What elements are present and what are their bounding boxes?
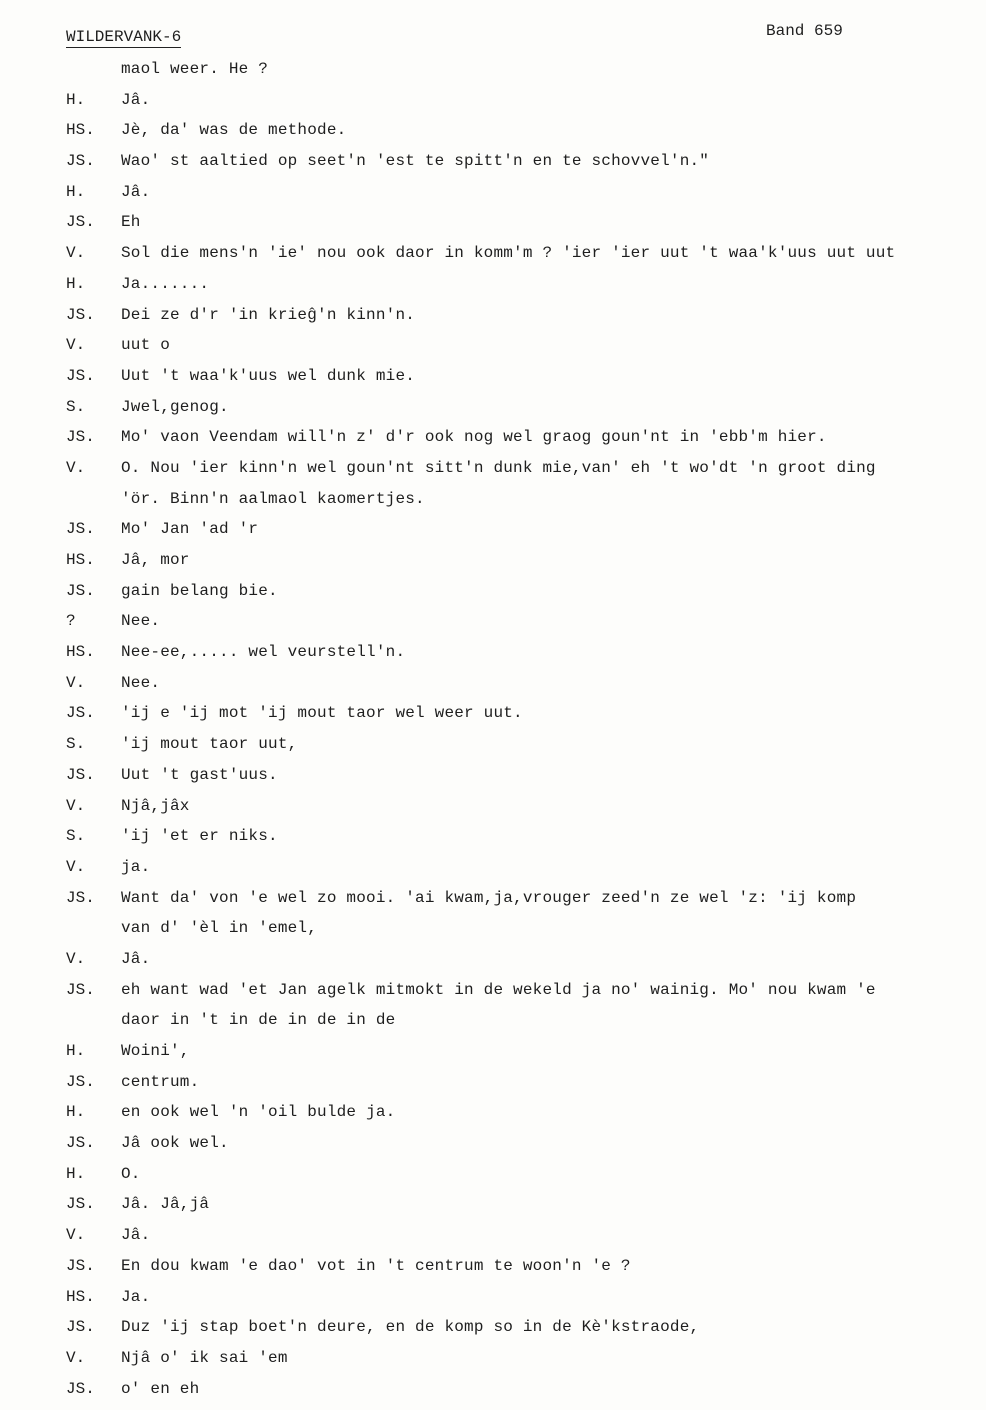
utterance-text: centrum. [121,1072,200,1091]
transcript-line [0,1318,986,1349]
speaker-label: H. [66,90,86,109]
utterance-text: Nee-ee,..... wel veurstell'n. [121,643,406,662]
transcript-line [0,398,986,429]
utterance-text: 'ör. Binn'n aalmaol kaomertjes. [121,489,425,508]
utterance-text: Jwel,genog. [121,397,229,416]
speaker-label: V. [66,1348,86,1367]
utterance-text: Ja. [121,1287,151,1306]
speaker-label: JS. [66,428,95,447]
transcript-line [0,1195,986,1226]
utterance-text: eh want wad 'et Jan agelk mitmokt in de wekeld ja no' wainig. Mo' nou kwam 'e [121,980,876,999]
utterance-text: Jâ. [121,1226,151,1245]
utterance-text: Uut 't waa'k'uus wel dunk mie. [121,366,416,385]
speaker-label: V. [66,336,86,355]
utterance-text: Eh [121,213,141,232]
speaker-label: JS. [66,1134,95,1153]
transcript-line [0,183,986,214]
utterance-text: Njâ o' ik sai 'em [121,1348,288,1367]
transcript-line [0,1134,986,1165]
speaker-label: JS. [66,366,95,385]
speaker-label: HS. [66,643,95,662]
speaker-label: JS. [66,888,95,907]
transcript-line [0,766,986,797]
speaker-label: JS. [66,581,95,600]
speaker-label: JS. [66,520,95,539]
transcript-line [0,1226,986,1257]
transcript-line [0,889,986,920]
utterance-text: Mo' vaon Veendam will'n z' d'r ook nog wel graog goun'nt in 'ebb'm hier. [121,428,827,447]
utterance-text: Nee. [121,673,161,692]
utterance-text: O. [121,1164,141,1183]
speaker-label: JS. [66,1379,95,1398]
utterance-text: Want da' von 'e wel zo mooi. 'ai kwam,ja,vrouger zeed'n ze wel 'z: 'ij komp [121,888,857,907]
utterance-text: Dei ze d'r 'in krieĝ'n kinn'n. [121,305,416,324]
speaker-label: JS. [66,1318,95,1337]
utterance-text: o' en eh [121,1379,200,1398]
utterance-text: Sol die mens'n 'ie' nou ook daor in komm'm ? 'ier 'ier uut 't waa'k'uus uut uut [121,244,896,263]
speaker-label: JS. [66,1195,95,1214]
speaker-label: V. [66,796,86,815]
transcript-line [0,367,986,398]
speaker-label: HS. [66,551,95,569]
utterance-text: daor in 't in de in de in de [121,1011,396,1030]
transcript-line [0,858,986,889]
transcript-line [0,612,986,643]
transcript-line [0,674,986,705]
utterance-text: 'ij mout taor uut, [121,735,298,754]
utterance-text: Jè, da' was de methode. [121,121,347,140]
transcript-line [0,121,986,152]
transcript-line [0,643,986,674]
utterance-text: Jâ. [121,182,151,201]
transcript-line [0,1103,986,1134]
utterance-text: en ook wel 'n 'oil bulde ja. [121,1103,396,1122]
band-number: Band 659 [766,22,843,40]
speaker-label: V. [66,857,86,876]
utterance-text: Jâ. [121,949,151,968]
transcript-line [0,735,986,766]
speaker-label: V. [66,1226,86,1245]
speaker-label: JS. [66,213,95,232]
speaker-label: V. [66,673,86,692]
transcript-line [0,1011,986,1042]
utterance-text: Nee. [121,612,161,631]
speaker-label: JS. [66,980,95,999]
transcript-line [0,1257,986,1288]
transcript-line [0,950,986,981]
utterance-text: maol weer. He ? [121,60,269,78]
transcript-line [0,797,986,828]
speaker-label: H. [66,1042,86,1060]
utterance-text: 'ij 'et er niks. [121,827,278,846]
transcript-line [0,91,986,122]
transcript-line [0,1042,986,1073]
transcript-line [0,60,986,91]
utterance-text: Duz 'ij stap boet'n deure, en de komp so in de Kè'kstraode, [121,1318,700,1337]
transcript-line [0,582,986,613]
speaker-label: HS. [66,1287,95,1306]
speaker-label: JS. [66,152,95,171]
utterance-text: O. Nou 'ier kinn'n wel goun'nt sitt'n dunk mie,van' eh 't wo'dt 'n groot ding [121,458,876,477]
transcript-line [0,152,986,183]
transcript-line [0,919,986,950]
utterance-text: 'ij e 'ij mot 'ij mout taor wel weer uut. [121,704,523,723]
speaker-label: H. [66,1103,86,1122]
speaker-label: S. [66,827,86,846]
transcript-line [0,213,986,244]
transcript-line [0,428,986,459]
utterance-text: ja. [121,857,151,876]
utterance-text: Jâ ook wel. [121,1134,229,1153]
transcript-line [0,1288,986,1319]
transcript [0,60,986,1410]
speaker-label: S. [66,397,86,416]
utterance-text: Jâ. Jâ,jâ [121,1195,210,1214]
transcript-line [0,244,986,275]
speaker-label: H. [66,274,86,293]
transcript-line [0,459,986,490]
utterance-text: Wao' st aaltied op seet'n 'est te spitt'n en te schovvel'n." [121,152,710,171]
speaker-label: S. [66,735,86,754]
transcript-line [0,275,986,306]
transcript-line [0,1073,986,1104]
utterance-text: Woini', [121,1042,190,1060]
speaker-label: JS. [66,765,95,784]
speaker-label: JS. [66,305,95,324]
transcript-line [0,704,986,735]
utterance-text: gain belang bie. [121,581,278,600]
speaker-label: H. [66,182,86,201]
transcript-line [0,490,986,521]
utterance-text: van d' 'èl in 'emel, [121,919,318,938]
transcript-line [0,520,986,551]
speaker-label: HS. [66,121,95,140]
transcript-line [0,336,986,367]
speaker-label: ? [66,612,76,631]
transcript-line [0,1349,986,1380]
utterance-text: En dou kwam 'e dao' vot in 't centrum te woon'n 'e ? [121,1256,631,1275]
utterance-text: uut o [121,336,171,355]
utterance-text: Jâ, mor [121,551,190,569]
transcript-line [0,551,986,582]
speaker-label: V. [66,244,86,263]
transcript-line [0,981,986,1012]
utterance-text: Jâ. [121,90,151,109]
transcript-line [0,1165,986,1196]
utterance-text: Mo' Jan 'ad 'r [121,520,259,539]
speaker-label: JS. [66,1256,95,1275]
transcript-line [0,827,986,858]
speaker-label: V. [66,949,86,968]
utterance-text: Ja....... [121,274,210,293]
utterance-text: Uut 't gast'uus. [121,765,278,784]
utterance-text: Njâ,jâx [121,796,190,815]
speaker-label: JS. [66,1072,95,1091]
document-title: WILDERVANK-6 [66,28,182,46]
speaker-label: V. [66,458,86,477]
transcript-line [0,306,986,337]
speaker-label: JS. [66,704,95,723]
speaker-label: H. [66,1164,86,1183]
